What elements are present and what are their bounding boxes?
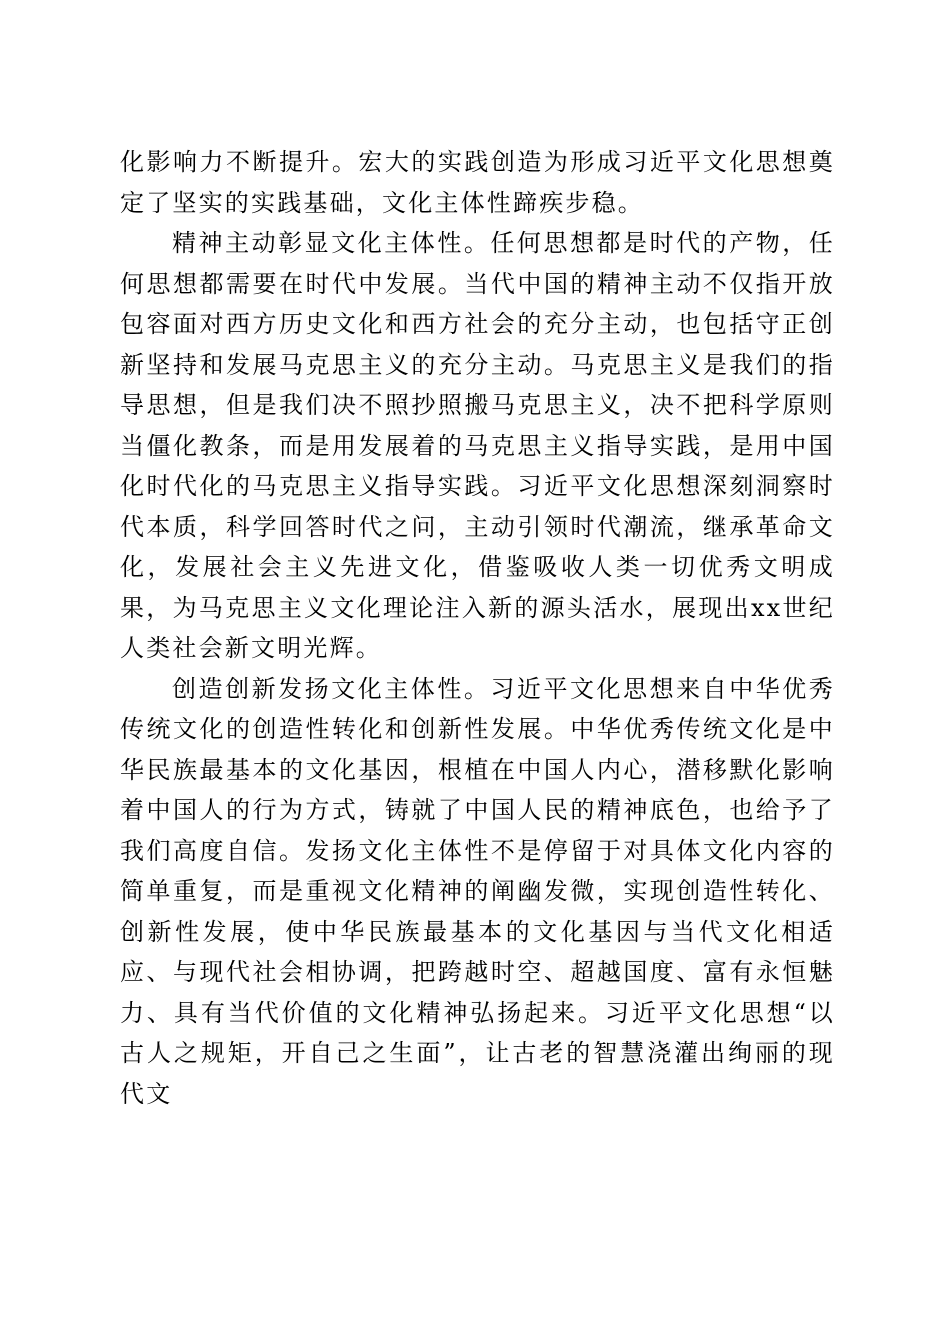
paragraph-spiritual-initiative: 精神主动彰显文化主体性。任何思想都是时代的产物，任何思想都需要在时代中发展。当代中国的精神主动不仅指开放包容面对西方历史文化和西方社会的充分主动，也包括守正创新坚持和发展马克思主义的充分主动。马克思主义是我们的指导思想，但是我们决不照抄照搬马克思主义，决不把科学原则当僵化教条，而是用发展着的马克思主义指导实践，是用中国化时代化的马克思主义指导实践。习近平文化思想深刻洞察时代本质，科学回答时代之问，主动引领时代潮流，继承革命文化，发展社会主义先进文化，借鉴吸收人类一切优秀文明成果，为马克思主义文化理论注入新的源头活水，展现出xx世纪人类社会新文明光辉。 xyxy=(120,229,835,662)
document-body xyxy=(120,142,835,1114)
paragraph-continuation: 化影响力不断提升。宏大的实践创造为形成习近平文化思想奠定了坚实的实践基础，文化主体性蹄疾步稳。 xyxy=(120,148,835,217)
paragraph-creative-innovation: 创造创新发扬文化主体性。习近平文化思想来自中华优秀传统文化的创造性转化和创新性发展。中华优秀传统文化是中华民族最基本的文化基因，根植在中国人内心，潜移默化影响着中国人的行为方式，铸就了中国人民的精神底色，也给予了我们高度自信。发扬文化主体性不是停留于对具体文化内容的简单重复，而是重视文化精神的阐幽发微，实现创造性转化、创新性发展，使中华民族最基本的文化基因与当代文化相适应、与现代社会相协调，把跨越时空、超越国度、富有永恒魅力、具有当代价值的文化精神弘扬起来。习近平文化思想“以古人之规矩，开自己之生面”，让古老的智慧浇灌出绚丽的现代文 xyxy=(120,674,835,1108)
